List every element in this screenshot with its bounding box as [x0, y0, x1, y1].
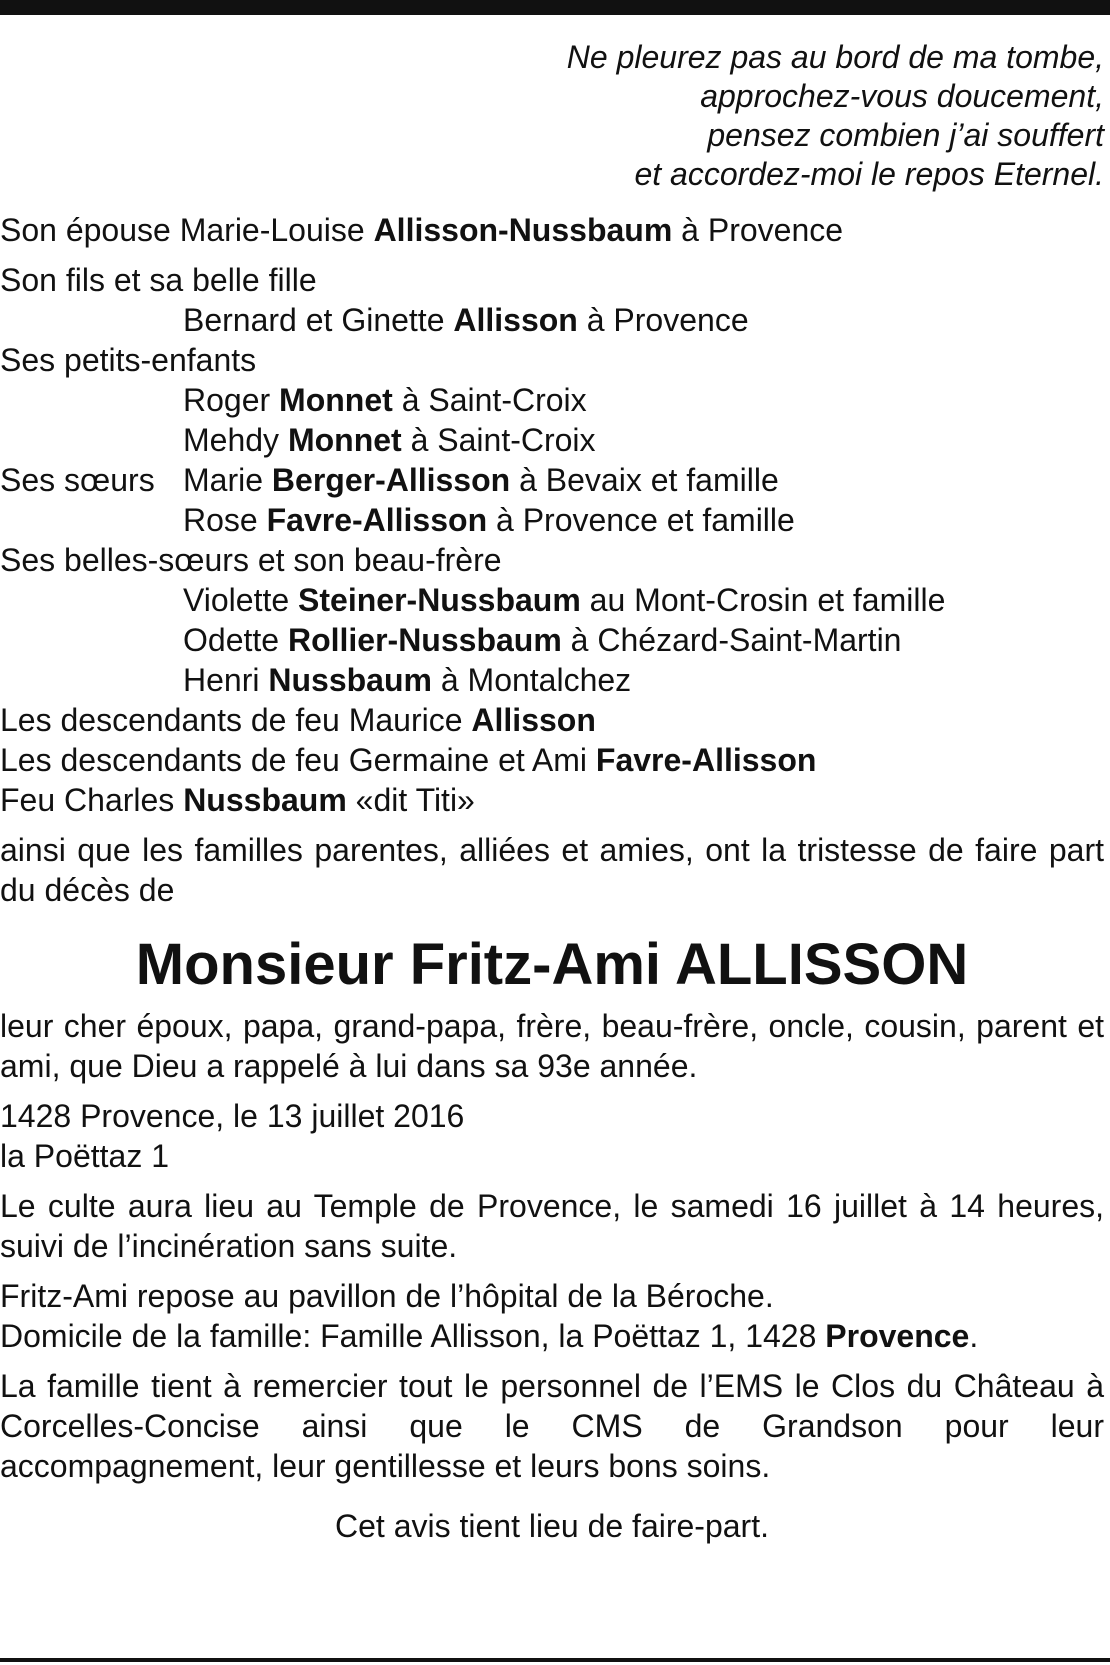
place-date: 1428 Provence, le 13 juillet 2016 [0, 1098, 465, 1134]
grandchildren-label: Ses petits-enfants [0, 342, 257, 378]
closing-text: Cet avis tient lieu de faire-part. [335, 1508, 769, 1544]
son-line: Bernard et Ginette Allisson à Provence [183, 302, 749, 338]
son-label: Son fils et sa belle fille [0, 262, 317, 298]
place-date-block [0, 1096, 1104, 1176]
poem-line: et accordez-moi le repos Eternel. [634, 156, 1104, 192]
family-name: Allisson [471, 702, 596, 738]
rest-text: Fritz-Ami repose au pavillon de l’hôpital de la Béroche. [0, 1278, 774, 1314]
family-name: Favre-Allisson [595, 742, 817, 778]
service-text: Le culte aura lieu au Temple de Provence, le samedi 16 juillet à 14 heures, suivi de l’incinération sans suite. [0, 1188, 1104, 1264]
family-name: Berger-Allisson [271, 462, 511, 498]
poem-line: pensez combien j’ai souffert [707, 117, 1104, 153]
top-rule [0, 0, 1110, 15]
descendants-line: Les descendants de feu Maurice Allisson [0, 702, 596, 738]
family-name: Rollier-Nussbaum [287, 622, 562, 658]
rest-block [0, 1276, 1104, 1356]
domicile-line: Domicile de la famille: Famille Allisson, la Poëttaz 1, 1428 Provence. [0, 1318, 979, 1354]
family-name: Monnet [279, 382, 393, 418]
description-text: leur cher époux, papa, grand-papa, frère, beau-frère, oncle, cousin, parent et ami, que Dieu a rappelé à lui dans sa 93e année. [0, 1008, 1104, 1084]
inlaw-line: Violette Steiner-Nussbaum au Mont-Crosin et famille [183, 582, 946, 618]
family-name: Provence [825, 1318, 970, 1354]
epitaph-poem [0, 38, 1104, 194]
grandchild-line: Mehdy Monnet à Saint-Croix [183, 422, 596, 458]
announcement-text: ainsi que les familles parentes, alliées et amies, ont la tristesse de faire part du décès de [0, 832, 1104, 908]
family-name: Steiner-Nussbaum [298, 582, 581, 618]
descendants-line: Les descendants de feu Germaine et Ami Favre-Allisson [0, 742, 817, 778]
inlaw-line: Odette Rollier-Nussbaum à Chézard-Saint-Martin [183, 622, 902, 658]
address: la Poëttaz 1 [0, 1138, 169, 1174]
family-name: Monnet [287, 422, 402, 458]
poem-line: approchez-vous doucement, [700, 78, 1104, 114]
grandchild-line: Roger Monnet à Saint-Croix [183, 382, 587, 418]
late-relative-line: Feu Charles Nussbaum «dit Titi» [0, 782, 475, 818]
poem-line: Ne pleurez pas au bord de ma tombe, [566, 39, 1104, 75]
obituary-notice [0, 38, 1104, 1546]
sister-line: Ses sœurs Marie Berger-Allisson à Bevaix et famille [0, 462, 779, 498]
family-name: Allisson-Nussbaum [373, 212, 673, 248]
family-name: Nussbaum [183, 782, 347, 818]
inlaws-label: Ses belles-sœurs et son beau-frère [0, 542, 502, 578]
inlaw-line: Henri Nussbaum à Montalchez [183, 662, 632, 698]
sister-line: Rose Favre-Allisson à Provence et famille [183, 502, 795, 538]
spouse-line: Son épouse Marie-Louise Allisson-Nussbaum à Provence [0, 212, 844, 248]
family-name: Nussbaum [268, 662, 432, 698]
bottom-rule [0, 1658, 1110, 1662]
deceased-name: Monsieur Fritz-Ami ALLISSON [135, 932, 969, 997]
family-name: Allisson [453, 302, 578, 338]
family-name: Favre-Allisson [266, 502, 488, 538]
sisters-label: Ses sœurs [0, 462, 155, 498]
thanks-text: La famille tient à remercier tout le personnel de l’EMS le Clos du Château à Corcelles-Concise ainsi que le CMS de Grandson pour leur accompagnement, leur gentillesse et leurs bons soins. [0, 1368, 1104, 1484]
